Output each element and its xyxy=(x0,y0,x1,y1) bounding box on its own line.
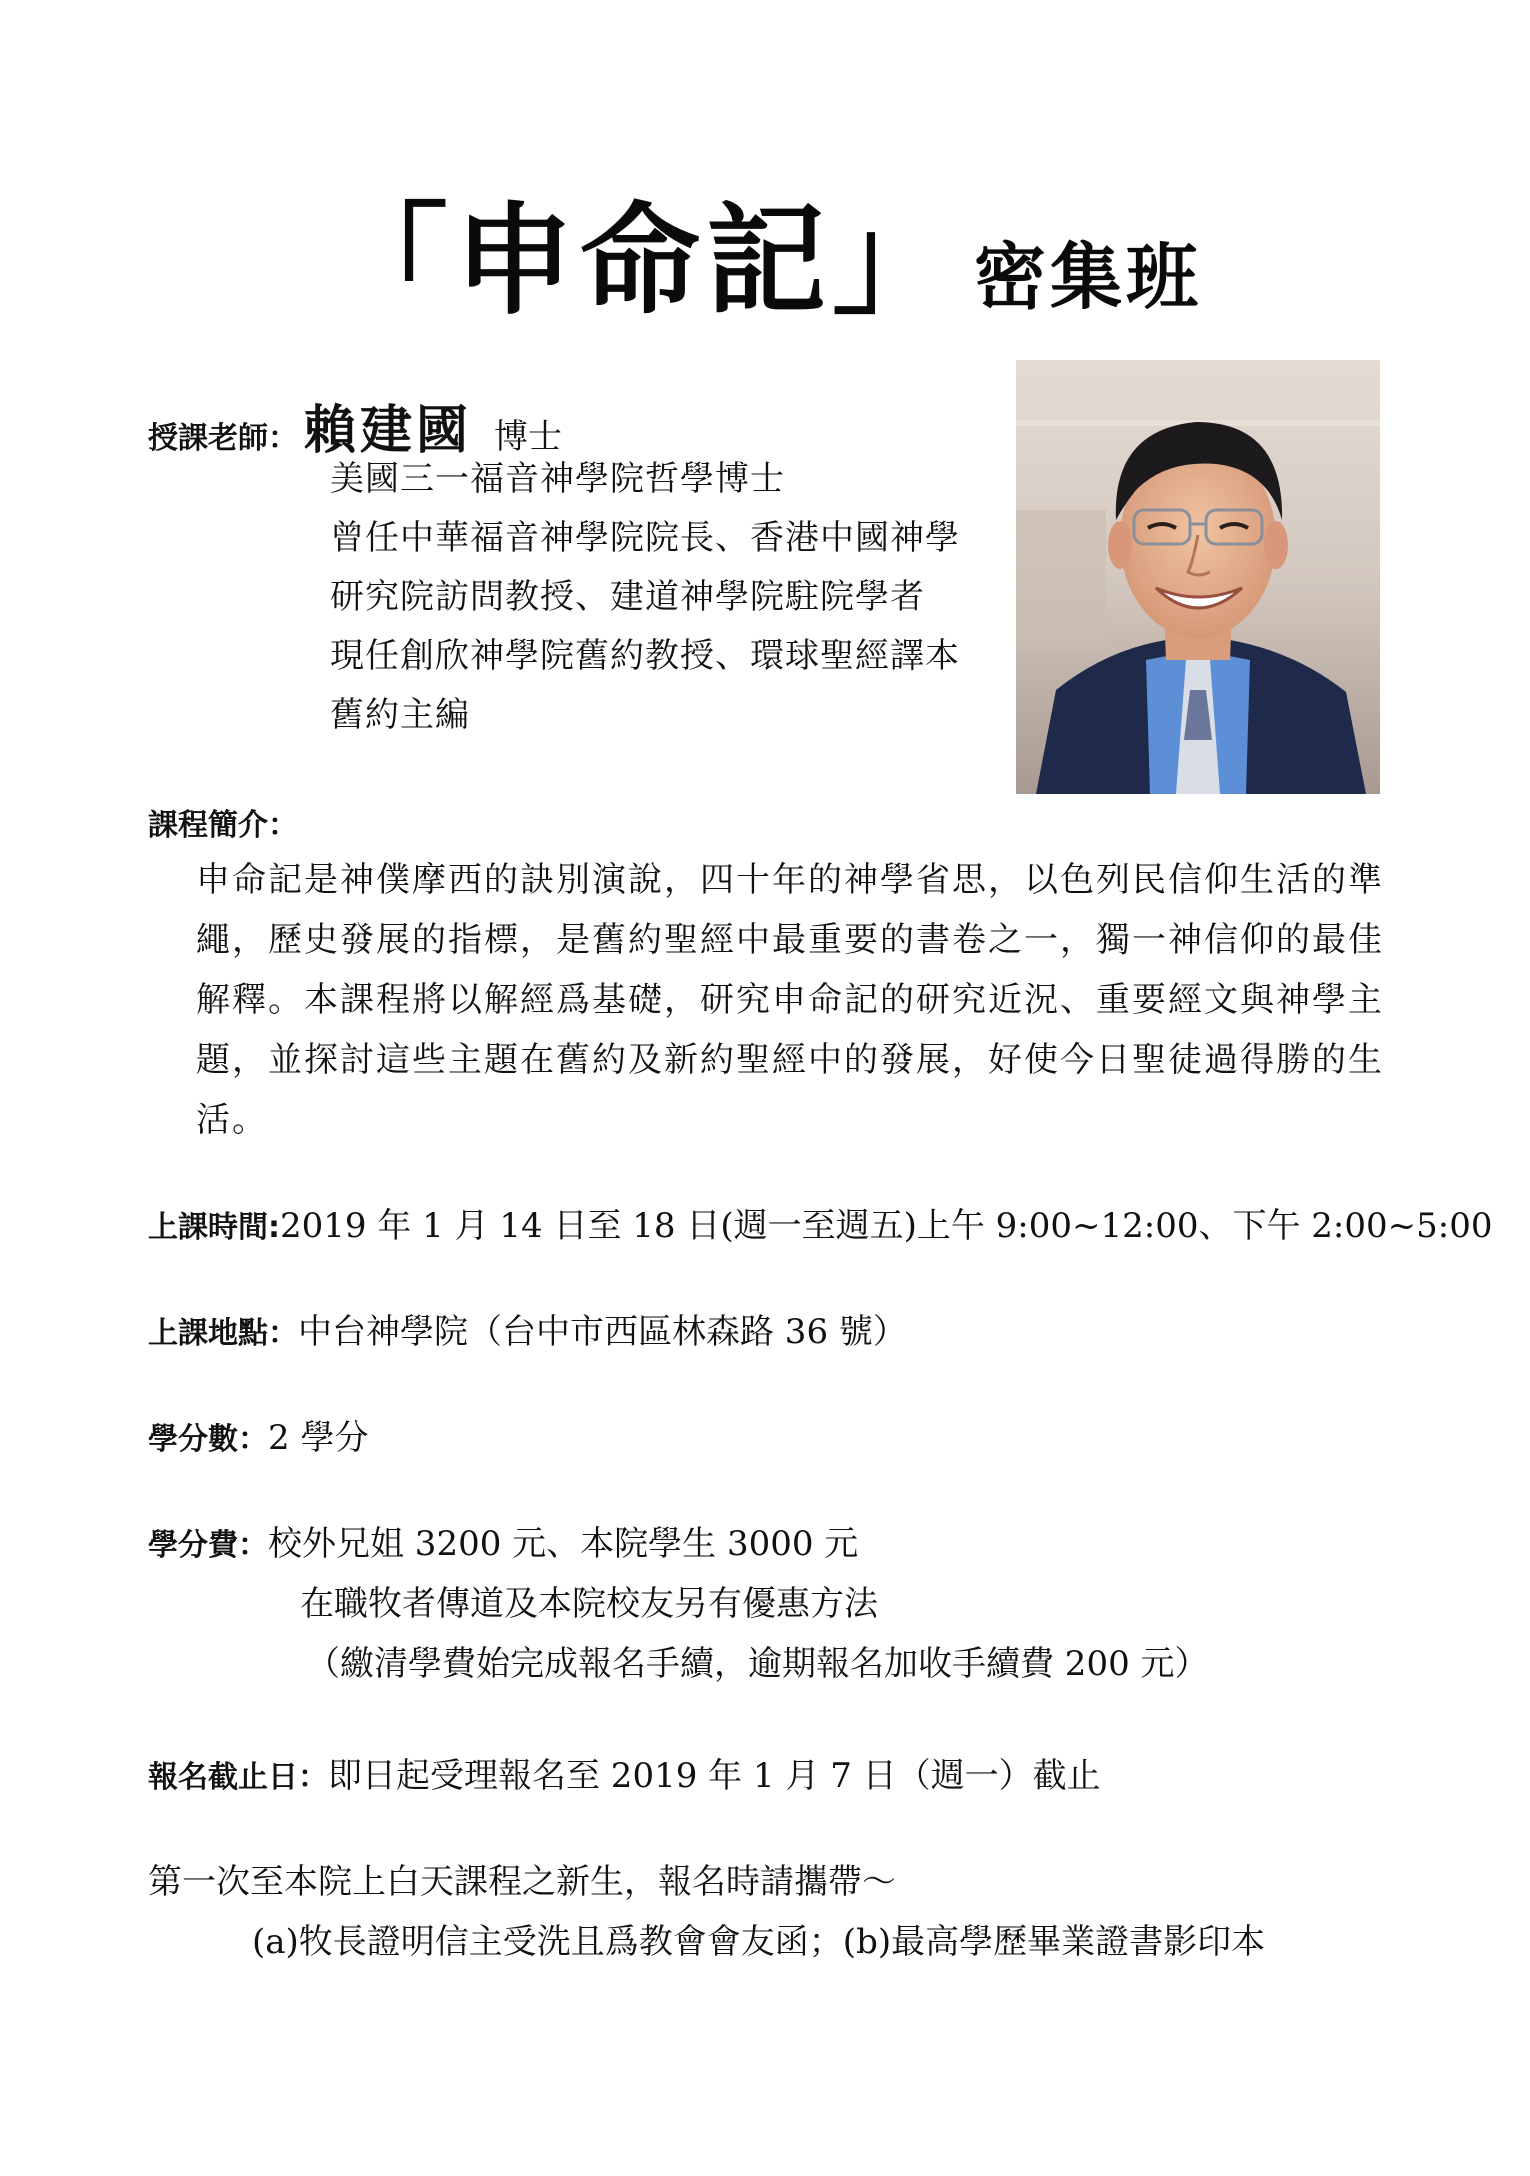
location-value: 中台神學院（台中市西區林森路 36 號） xyxy=(298,1312,907,1352)
credential-line: 研究院訪問教授、建道神學院駐院學者 xyxy=(330,577,925,617)
intro-line: 題，並探討這些主題在舊約及新約聖經中的發展，好使今日聖徒過得勝的生 xyxy=(196,1040,1384,1080)
intro-line: 解釋。本課程將以解經爲基礎，研究申命記的研究近況、重要經文與神學主 xyxy=(196,980,1384,1020)
deadline-row xyxy=(148,1748,1101,1797)
fee-label: 學分費： xyxy=(148,1528,268,1563)
flyer-title-main: 「申命記」 xyxy=(327,190,958,331)
flyer-title xyxy=(0,165,1530,337)
credential-line: 曾任中華福音神學院院長、香港中國神學 xyxy=(330,518,960,558)
credential-line: 美國三一福音神學院哲學博士 xyxy=(330,459,785,499)
deadline-value: 即日起受理報名至 2019 年 1 月 7 日（週一）截止 xyxy=(328,1756,1101,1796)
teacher-honorific: 博士 xyxy=(494,417,563,457)
teacher-photo xyxy=(1016,360,1380,794)
intro-label: 課程簡介： xyxy=(148,808,298,843)
schedule-value: 2019 年 1 月 14 日至 18 日(週一至週五)上午 9:00~12:00、下午 2:00~5:00 xyxy=(280,1206,1493,1246)
teacher-portrait-illustration xyxy=(1016,360,1380,794)
credits-label: 學分數： xyxy=(148,1422,268,1457)
schedule-row xyxy=(148,1198,1493,1247)
intro-line: 活。 xyxy=(196,1100,268,1140)
flyer-title-sub: 密集班 xyxy=(973,234,1202,319)
credential-line: 舊約主編 xyxy=(330,695,470,735)
credits-value: 2 學分 xyxy=(268,1418,369,1458)
intro-line: 申命記是神僕摩西的訣別演說，四十年的神學省思，以色列民信仰生活的準 xyxy=(196,860,1384,900)
intro-line: 繩，歷史發展的指標，是舊約聖經中最重要的書卷之一，獨一神信仰的最佳 xyxy=(196,920,1384,960)
intro-label-row xyxy=(148,800,298,844)
fee-discount-note: 在職牧者傳道及本院校友另有優惠方法 xyxy=(300,1584,878,1624)
new-student-documents: (a)牧長證明信主受洗且爲教會會友函；(b)最高學歷畢業證書影印本 xyxy=(252,1922,1266,1962)
teacher-label: 授課老師： xyxy=(148,421,298,456)
teacher-name: 賴建國 xyxy=(304,400,473,461)
credits-row xyxy=(148,1410,368,1459)
fee-value: 校外兄姐 3200 元、本院學生 3000 元 xyxy=(268,1524,859,1564)
schedule-label: 上課時間: xyxy=(148,1210,280,1245)
credential-line: 現任創欣神學院舊約教授、環球聖經譯本 xyxy=(330,636,960,676)
location-row xyxy=(148,1304,907,1353)
fee-late-note: （繳清學費始完成報名手續，逾期報名加收手續費 200 元） xyxy=(306,1644,1209,1684)
new-student-note: 第一次至本院上白天課程之新生，報名時請攜帶～ xyxy=(148,1862,896,1902)
teacher-credentials xyxy=(330,450,1010,745)
location-label: 上課地點： xyxy=(148,1316,298,1351)
deadline-label: 報名截止日： xyxy=(148,1760,328,1795)
fee-row xyxy=(148,1516,858,1565)
intro-body xyxy=(196,850,1386,1150)
